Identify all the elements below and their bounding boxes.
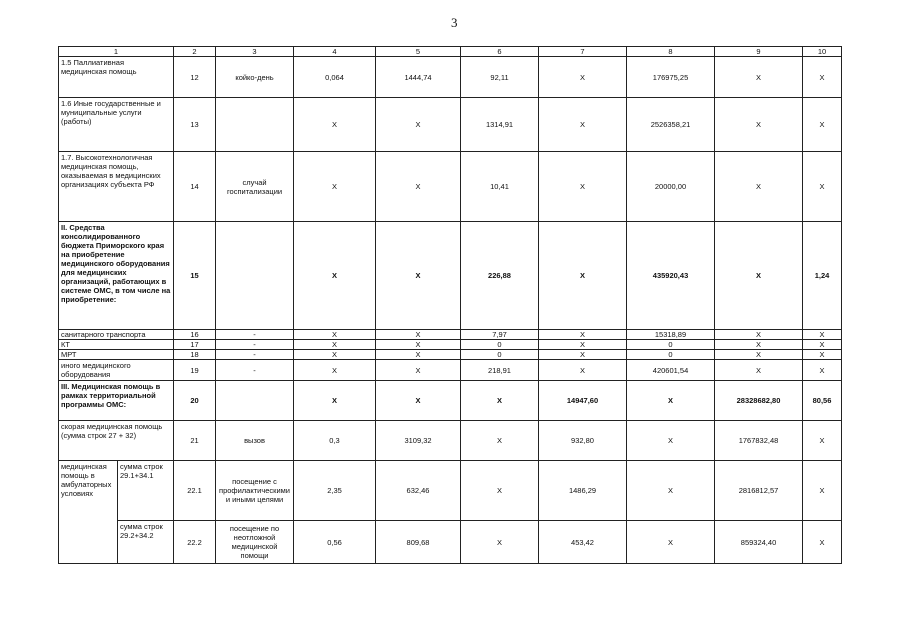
value-cell: Х <box>539 330 627 340</box>
value-cell: 0 <box>461 350 539 360</box>
value-cell: Х <box>376 330 461 340</box>
value-cell: Х <box>715 57 803 98</box>
group-label: медицинская помощь в амбулаторных условиях <box>59 461 118 564</box>
row-label: скорая медицинская помощь (сумма строк 27 + 32) <box>59 421 174 461</box>
header-cell: 8 <box>627 47 715 57</box>
value-cell: 2816812,57 <box>715 461 803 521</box>
row-number: 18 <box>174 350 216 360</box>
unit-cell <box>216 381 294 421</box>
row-number: 21 <box>174 421 216 461</box>
row-number: 15 <box>174 222 216 330</box>
value-cell: Х <box>803 521 842 564</box>
row-number: 22.1 <box>174 461 216 521</box>
row-label: III. Медицинская помощь в рамках территориальной программы ОМС: <box>59 381 174 421</box>
unit-cell: случай госпитализации <box>216 152 294 222</box>
value-cell: 1767832,48 <box>715 421 803 461</box>
value-cell: Х <box>294 98 376 152</box>
value-cell: Х <box>715 152 803 222</box>
value-cell: Х <box>539 57 627 98</box>
value-cell: Х <box>627 421 715 461</box>
value-cell: 453,42 <box>539 521 627 564</box>
unit-cell <box>216 222 294 330</box>
value-cell: Х <box>294 340 376 350</box>
row-number: 16 <box>174 330 216 340</box>
value-cell: 28328682,80 <box>715 381 803 421</box>
table-row <box>59 381 842 421</box>
table-row <box>59 222 842 330</box>
value-cell: Х <box>627 521 715 564</box>
value-cell: Х <box>715 360 803 381</box>
value-cell: Х <box>803 340 842 350</box>
value-cell: Х <box>294 152 376 222</box>
value-cell: 932,80 <box>539 421 627 461</box>
value-cell: 226,88 <box>461 222 539 330</box>
header-cell: 6 <box>461 47 539 57</box>
sub-label: сумма строк 29.2+34.2 <box>118 521 174 564</box>
value-cell: 0 <box>627 350 715 360</box>
row-label: санитарного транспорта <box>59 330 174 340</box>
header-row <box>59 47 842 57</box>
row-label: иного медицинского оборудования <box>59 360 174 381</box>
value-cell: 20000,00 <box>627 152 715 222</box>
value-cell: Х <box>803 350 842 360</box>
value-cell: Х <box>803 330 842 340</box>
value-cell: Х <box>461 461 539 521</box>
value-cell: Х <box>294 330 376 340</box>
value-cell: 1444,74 <box>376 57 461 98</box>
header-cell: 2 <box>174 47 216 57</box>
value-cell: 1314,91 <box>461 98 539 152</box>
unit-cell: - <box>216 340 294 350</box>
table-row <box>59 330 842 340</box>
row-number: 20 <box>174 381 216 421</box>
value-cell: Х <box>715 222 803 330</box>
value-cell: 0,3 <box>294 421 376 461</box>
data-table <box>58 46 842 564</box>
value-cell: Х <box>539 98 627 152</box>
header-cell: 9 <box>715 47 803 57</box>
table-row <box>59 421 842 461</box>
value-cell: 218,91 <box>461 360 539 381</box>
value-cell: Х <box>294 381 376 421</box>
unit-cell: - <box>216 350 294 360</box>
value-cell: Х <box>376 350 461 360</box>
header-cell: 4 <box>294 47 376 57</box>
row-label: 1.6 Иные государственные и муниципальные услуги (работы) <box>59 98 174 152</box>
unit-cell: посещение с профилактическими и иными целями <box>216 461 294 521</box>
sub-label: сумма строк 29.1+34.1 <box>118 461 174 521</box>
value-cell: Х <box>715 330 803 340</box>
value-cell: Х <box>376 360 461 381</box>
header-cell: 7 <box>539 47 627 57</box>
value-cell: Х <box>539 222 627 330</box>
row-label: II. Средства консолидированного бюджета Приморского края на приобретение медицинского оборудования для медицинских организаций, работающих в системе ОМС, в том числе на приобретение: <box>59 222 174 330</box>
value-cell: 809,68 <box>376 521 461 564</box>
value-cell: Х <box>803 98 842 152</box>
value-cell: 420601,54 <box>627 360 715 381</box>
unit-cell: койко-день <box>216 57 294 98</box>
value-cell: Х <box>803 57 842 98</box>
unit-cell <box>216 98 294 152</box>
value-cell: Х <box>539 350 627 360</box>
value-cell: 859324,40 <box>715 521 803 564</box>
table-row <box>59 360 842 381</box>
value-cell: Х <box>715 98 803 152</box>
value-cell: Х <box>376 152 461 222</box>
value-cell: 3109,32 <box>376 421 461 461</box>
value-cell: Х <box>461 421 539 461</box>
value-cell: Х <box>376 381 461 421</box>
page-number: 3 <box>451 15 458 30</box>
value-cell: Х <box>461 521 539 564</box>
value-cell: Х <box>803 421 842 461</box>
value-cell: Х <box>803 360 842 381</box>
row-number: 19 <box>174 360 216 381</box>
table-row <box>59 350 842 360</box>
value-cell: 80,56 <box>803 381 842 421</box>
header-cell: 5 <box>376 47 461 57</box>
row-label: 1.5 Паллиативная медицинская помощь <box>59 57 174 98</box>
table-row <box>59 521 842 564</box>
value-cell: Х <box>294 222 376 330</box>
header-cell: 3 <box>216 47 294 57</box>
value-cell: 2526358,21 <box>627 98 715 152</box>
value-cell: 632,46 <box>376 461 461 521</box>
row-number: 13 <box>174 98 216 152</box>
value-cell: 14947,60 <box>539 381 627 421</box>
value-cell: 10,41 <box>461 152 539 222</box>
row-number: 22.2 <box>174 521 216 564</box>
value-cell: 2,35 <box>294 461 376 521</box>
unit-cell: - <box>216 330 294 340</box>
table-row <box>59 461 842 521</box>
unit-cell: - <box>216 360 294 381</box>
value-cell: Х <box>294 360 376 381</box>
row-label: КТ <box>59 340 174 350</box>
value-cell: 0 <box>461 340 539 350</box>
value-cell: 0 <box>627 340 715 350</box>
value-cell: Х <box>627 461 715 521</box>
table-row <box>59 57 842 98</box>
header-cell: 10 <box>803 47 842 57</box>
value-cell: Х <box>539 360 627 381</box>
value-cell: Х <box>627 381 715 421</box>
value-cell: Х <box>539 152 627 222</box>
value-cell: Х <box>715 340 803 350</box>
value-cell: 0,064 <box>294 57 376 98</box>
table-row <box>59 98 842 152</box>
value-cell: 15318,89 <box>627 330 715 340</box>
row-number: 14 <box>174 152 216 222</box>
table-row <box>59 340 842 350</box>
unit-cell: вызов <box>216 421 294 461</box>
value-cell: Х <box>539 340 627 350</box>
value-cell: 7,97 <box>461 330 539 340</box>
unit-cell: посещение по неотложной медицинской помощи <box>216 521 294 564</box>
value-cell: 0,56 <box>294 521 376 564</box>
header-cell: 1 <box>59 47 174 57</box>
value-cell: Х <box>803 152 842 222</box>
row-label: МРТ <box>59 350 174 360</box>
table-row <box>59 152 842 222</box>
value-cell: 176975,25 <box>627 57 715 98</box>
value-cell: Х <box>376 340 461 350</box>
row-label: 1.7. Высокотехнологичная медицинская помощь, оказываемая в медицинских организациях субъекта РФ <box>59 152 174 222</box>
value-cell: Х <box>376 222 461 330</box>
value-cell: Х <box>461 381 539 421</box>
value-cell: Х <box>294 350 376 360</box>
value-cell: Х <box>803 461 842 521</box>
value-cell: Х <box>376 98 461 152</box>
row-number: 17 <box>174 340 216 350</box>
value-cell: 1,24 <box>803 222 842 330</box>
value-cell: 1486,29 <box>539 461 627 521</box>
row-number: 12 <box>174 57 216 98</box>
value-cell: 92,11 <box>461 57 539 98</box>
value-cell: Х <box>715 350 803 360</box>
value-cell: 435920,43 <box>627 222 715 330</box>
